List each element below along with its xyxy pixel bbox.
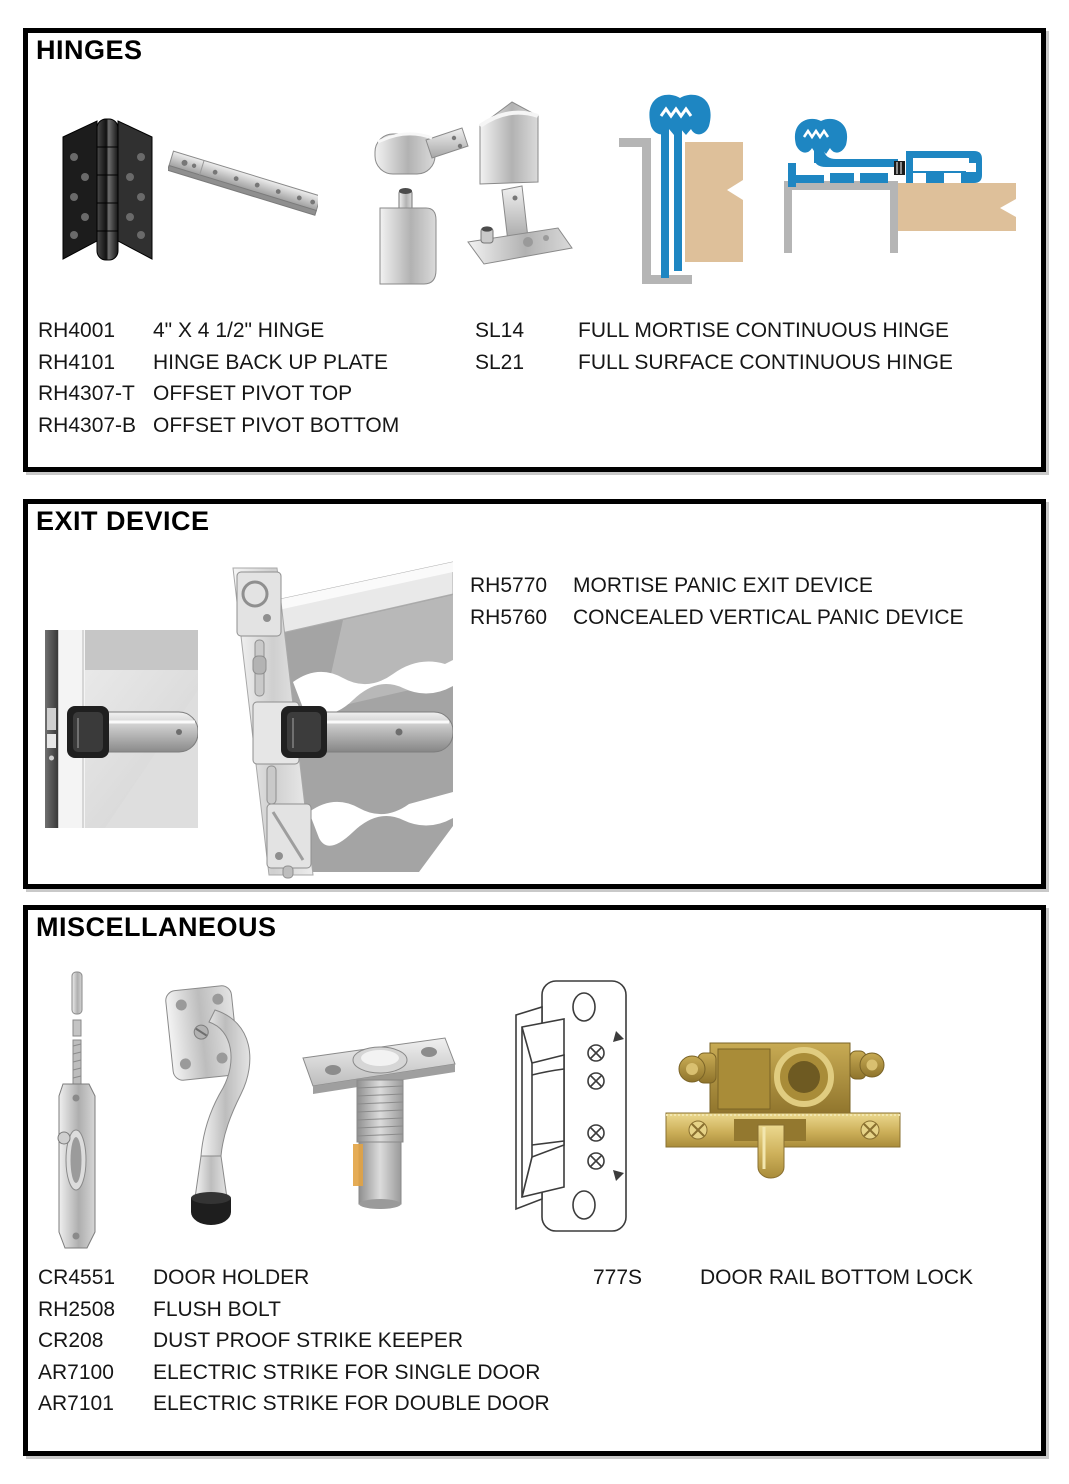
part-row (38, 347, 399, 379)
part-desc: DOOR HOLDER (153, 1266, 310, 1289)
section-miscellaneous (23, 905, 1046, 1456)
section-title-miscellaneous: MISCELLANEOUS (36, 912, 277, 942)
part-row (470, 570, 964, 602)
part-code: RH2508 (38, 1297, 116, 1321)
part-code: RH4101 (38, 350, 116, 374)
full-surface-hinge-diagram (778, 113, 1026, 258)
part-row (475, 315, 953, 347)
part-desc: HINGE BACK UP PLATE (153, 350, 388, 374)
part-row (593, 1262, 973, 1294)
part-desc: 4" X 4 1/2" HINGE (153, 319, 325, 342)
part-row (38, 1388, 550, 1420)
butt-hinge-image (60, 117, 155, 262)
part-desc: ELECTRIC STRIKE FOR DOUBLE DOOR (153, 1392, 550, 1415)
part-code: RH5770 (470, 574, 548, 597)
parts-list-hinges-right (475, 315, 953, 378)
part-row (38, 410, 399, 442)
part-row (38, 378, 399, 410)
parts-list-misc-right (593, 1262, 973, 1294)
parts-list-hinges-left (38, 315, 399, 441)
part-code: CR208 (38, 1329, 104, 1352)
section-exit-device (23, 499, 1046, 889)
part-row (38, 1294, 550, 1326)
section-title-exit-device: EXIT DEVICE (36, 506, 210, 536)
parts-list-exit-device (470, 570, 964, 633)
parts-list-misc-left (38, 1262, 550, 1420)
part-desc: ELECTRIC STRIKE FOR SINGLE DOOR (153, 1360, 541, 1384)
concealed-vertical-panic-device-image (223, 560, 453, 880)
part-code: RH4307-T (38, 382, 135, 405)
section-title-hinges: HINGES (36, 35, 143, 65)
part-desc: DUST PROOF STRIKE KEEPER (153, 1329, 464, 1352)
part-desc: FLUSH BOLT (153, 1297, 281, 1321)
section-hinges (23, 28, 1046, 472)
part-code: RH4307-B (38, 413, 137, 437)
door-holder-image (157, 980, 272, 1235)
part-row (38, 315, 399, 347)
part-desc: FULL SURFACE CONTINUOUS HINGE (578, 350, 953, 374)
part-desc: CONCEALED VERTICAL PANIC DEVICE (573, 605, 964, 629)
part-desc: MORTISE PANIC EXIT DEVICE (573, 574, 873, 597)
part-code: SL14 (475, 319, 525, 342)
part-code: AR7101 (38, 1392, 114, 1415)
part-row (38, 1325, 550, 1357)
part-row (38, 1262, 550, 1294)
part-row (475, 347, 953, 379)
dust-proof-strike-image (295, 1020, 460, 1230)
part-code: SL21 (475, 350, 525, 374)
part-code: RH4001 (38, 319, 116, 342)
full-mortise-hinge-diagram (617, 90, 755, 298)
part-row (470, 602, 964, 634)
part-code: 777S (593, 1266, 643, 1289)
part-code: RH5760 (470, 605, 548, 629)
mortise-panic-device-image (45, 630, 198, 828)
part-code: CR4551 (38, 1266, 116, 1289)
backup-plate-image (168, 135, 318, 240)
flush-bolt-image (53, 970, 101, 1255)
part-desc: FULL MORTISE CONTINUOUS HINGE (578, 319, 950, 342)
part-desc: DOOR RAIL BOTTOM LOCK (700, 1266, 974, 1289)
offset-pivot-set-image (360, 90, 575, 295)
door-rail-bottom-lock-image (658, 1027, 908, 1187)
electric-strike-image (508, 975, 630, 1237)
part-desc: OFFSET PIVOT BOTTOM (153, 413, 400, 437)
part-desc: OFFSET PIVOT TOP (153, 382, 353, 405)
part-row (38, 1357, 550, 1389)
part-code: AR7100 (38, 1360, 114, 1384)
